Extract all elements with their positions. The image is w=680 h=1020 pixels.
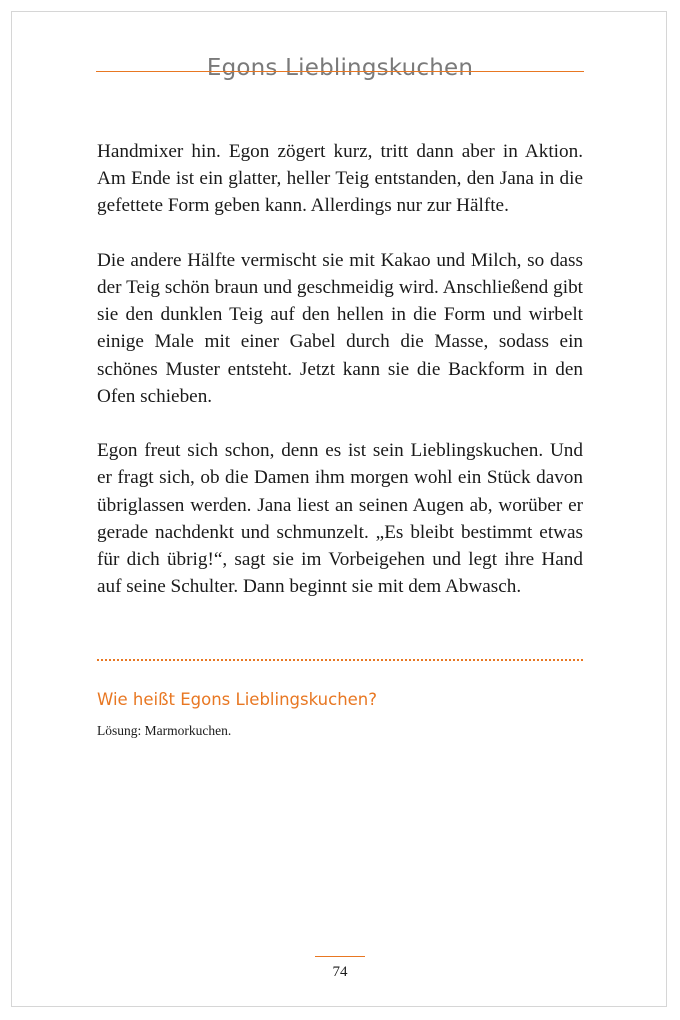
paragraph-3: Egon freut sich schon, denn es ist sein Lieblingskuchen. Und er fragt sich, ob die Damen ihm morgen wohl ein Stück davon übriglassen werden. Jana liest an seinen Augen ab, worüber er gerade nachdenkt und schmunzelt. „Es bleibt bestimmt etwas für dich übrig!“, sagt sie im Vorbeigehen und legt ihre Hand auf seine Schulter. Dann beginnt sie mit dem Abwasch. [97,440,583,598]
header-rule [96,71,584,72]
footer-rule [315,956,365,957]
running-header-title: Egons Lieblingskuchen [206,55,474,82]
quiz-answer: Lösung: Marmorkuchen. [97,723,232,738]
page-number: 74 [332,964,348,980]
paragraph-2: Die andere Hälfte vermischt sie mit Kakao und Milch, so dass der Teig schön braun und geschmeidig wird. Anschließend gibt sie den dunklen Teig auf den hellen in die Form und wirbelt einige Male mit einer Gabel durch die Masse, sodass ein schönes Muster entsteht. Jetzt kann sie die Backform in den Ofen schieben. [97,249,583,407]
section-divider [97,659,583,661]
quiz-question: Wie heißt Egons Lieblingskuchen? [97,690,378,709]
story-text [97,138,583,600]
paragraph-1: Handmixer hin. Egon zögert kurz, tritt dann aber in Aktion. Am Ende ist ein glatter, heller Teig entstanden, den Jana in die gefettete Form geben kann. Allerdings nur zur Hälfte. [97,141,583,217]
